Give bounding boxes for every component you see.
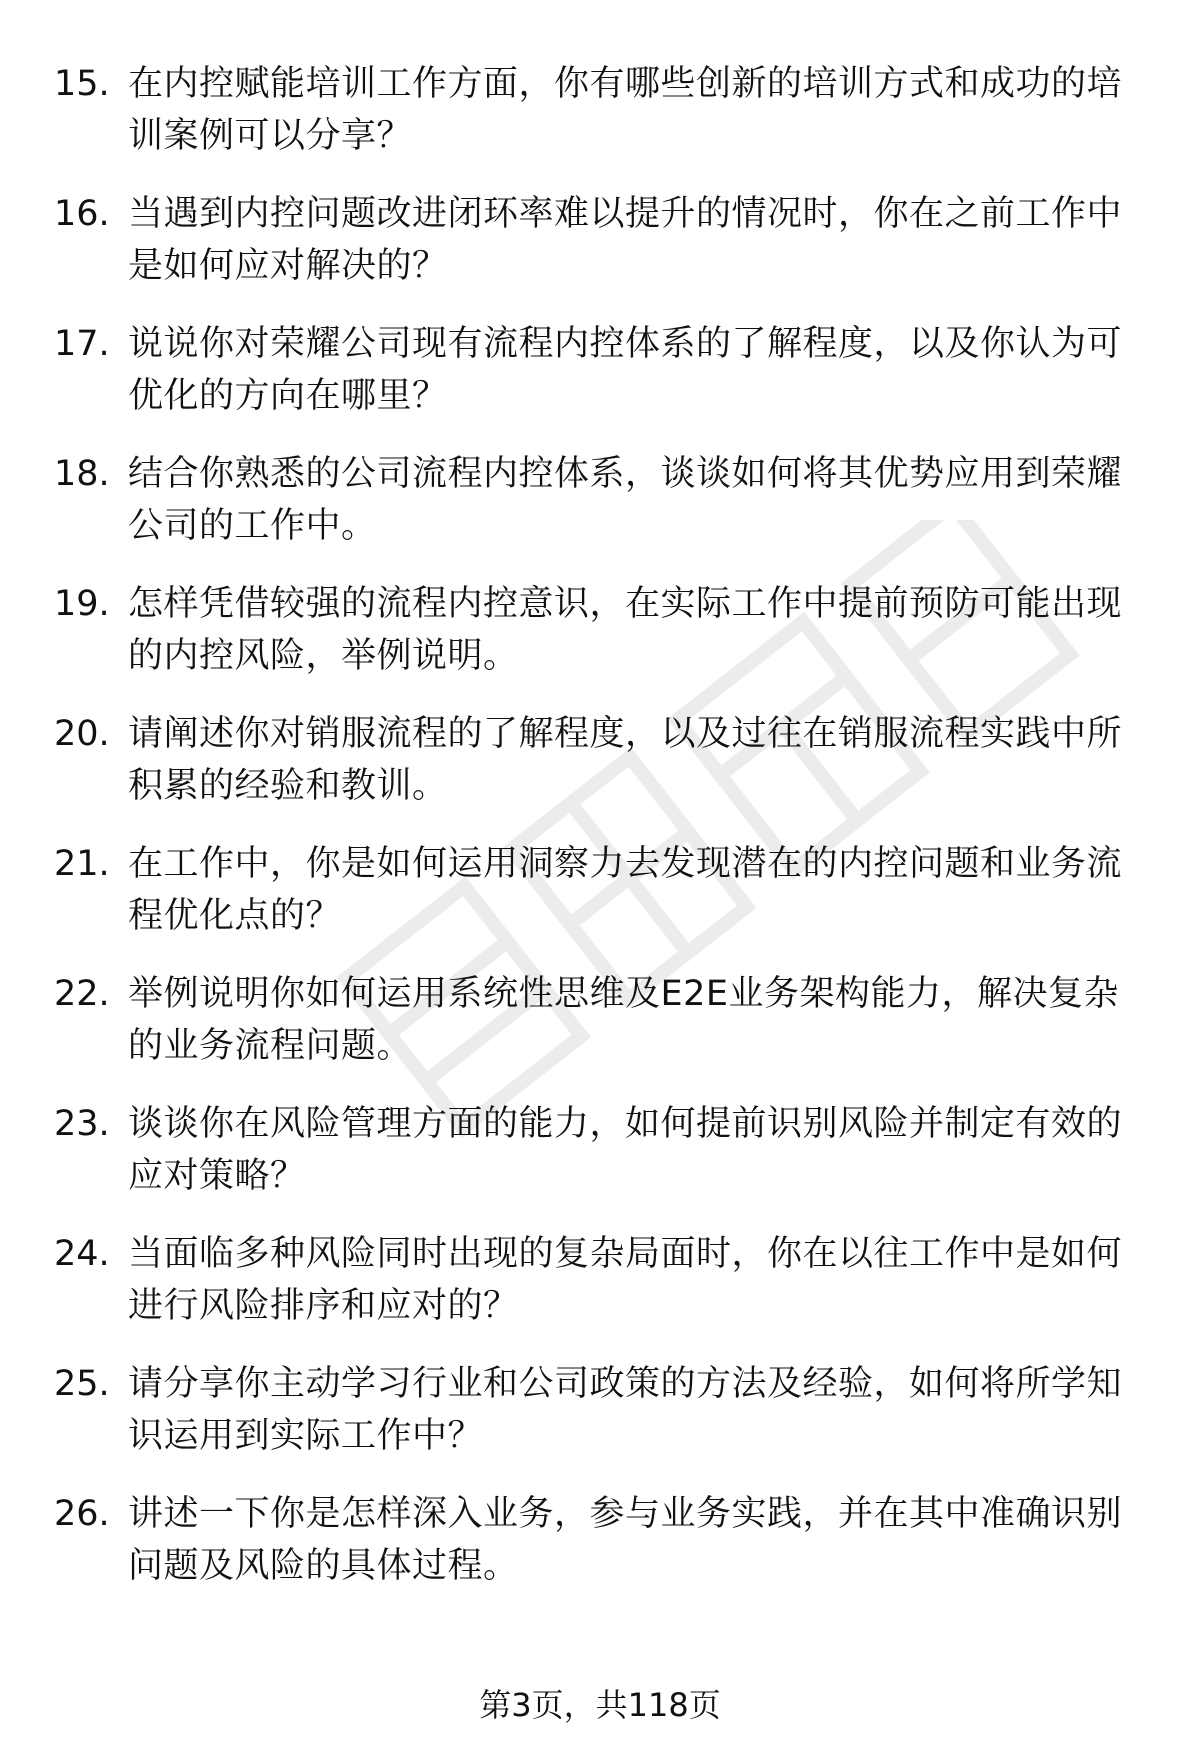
question-item <box>0 838 1200 968</box>
question-text: 请分享你主动学习行业和公司政策的方法及经验，如何将所学知识运用到实际工作中？ <box>128 1364 1123 1456</box>
question-number: 21. <box>54 844 110 884</box>
question-item <box>0 188 1200 318</box>
question-item <box>0 58 1200 188</box>
question-number: 26. <box>54 1494 110 1534</box>
question-item <box>0 1358 1200 1488</box>
question-number: 19. <box>54 584 110 624</box>
question-number: 16. <box>54 194 110 234</box>
question-text: 请阐述你对销服流程的了解程度，以及过往在销服流程实践中所积累的经验和教训。 <box>128 714 1123 806</box>
question-text: 当面临多种风险同时出现的复杂局面时，你在以往工作中是如何进行风险排序和应对的？ <box>128 1234 1123 1326</box>
question-number: 18. <box>54 454 110 494</box>
question-item <box>0 1488 1200 1618</box>
page-footer: 第3页，共118页 <box>479 1686 721 1724</box>
question-text: 结合你熟悉的公司流程内控体系，谈谈如何将其优势应用到荣耀公司的工作中。 <box>128 454 1123 546</box>
question-text: 说说你对荣耀公司现有流程内控体系的了解程度，以及你认为可优化的方向在哪里？ <box>128 324 1123 416</box>
question-number: 17. <box>54 324 110 364</box>
question-text: 当遇到内控问题改进闭环率难以提升的情况时，你在之前工作中是如何应对解决的？ <box>128 194 1123 286</box>
question-text: 在工作中，你是如何运用洞察力去发现潜在的内控问题和业务流程优化点的？ <box>128 844 1123 936</box>
question-text: 怎样凭借较强的流程内控意识，在实际工作中提前预防可能出现的内控风险，举例说明。 <box>128 584 1123 676</box>
question-number: 23. <box>54 1104 110 1144</box>
question-number: 25. <box>54 1364 110 1404</box>
question-number: 15. <box>54 64 110 104</box>
question-item <box>0 1228 1200 1358</box>
question-item <box>0 1098 1200 1228</box>
question-item <box>0 578 1200 708</box>
question-text: 在内控赋能培训工作方面，你有哪些创新的培训方式和成功的培训案例可以分享？ <box>128 64 1123 156</box>
question-text: 谈谈你在风险管理方面的能力，如何提前识别风险并制定有效的应对策略？ <box>128 1104 1123 1196</box>
question-item <box>0 968 1200 1098</box>
question-item <box>0 708 1200 838</box>
question-number: 24. <box>54 1234 110 1274</box>
question-item <box>0 448 1200 578</box>
question-text: 讲述一下你是怎样深入业务，参与业务实践，并在其中准确识别问题及风险的具体过程。 <box>128 1494 1123 1586</box>
question-text: 举例说明你如何运用系统性思维及E2E业务架构能力，解决复杂的业务流程问题。 <box>128 974 1119 1066</box>
question-number: 20. <box>54 714 110 754</box>
question-list <box>0 58 1200 1618</box>
question-number: 22. <box>54 974 110 1014</box>
question-item <box>0 318 1200 448</box>
